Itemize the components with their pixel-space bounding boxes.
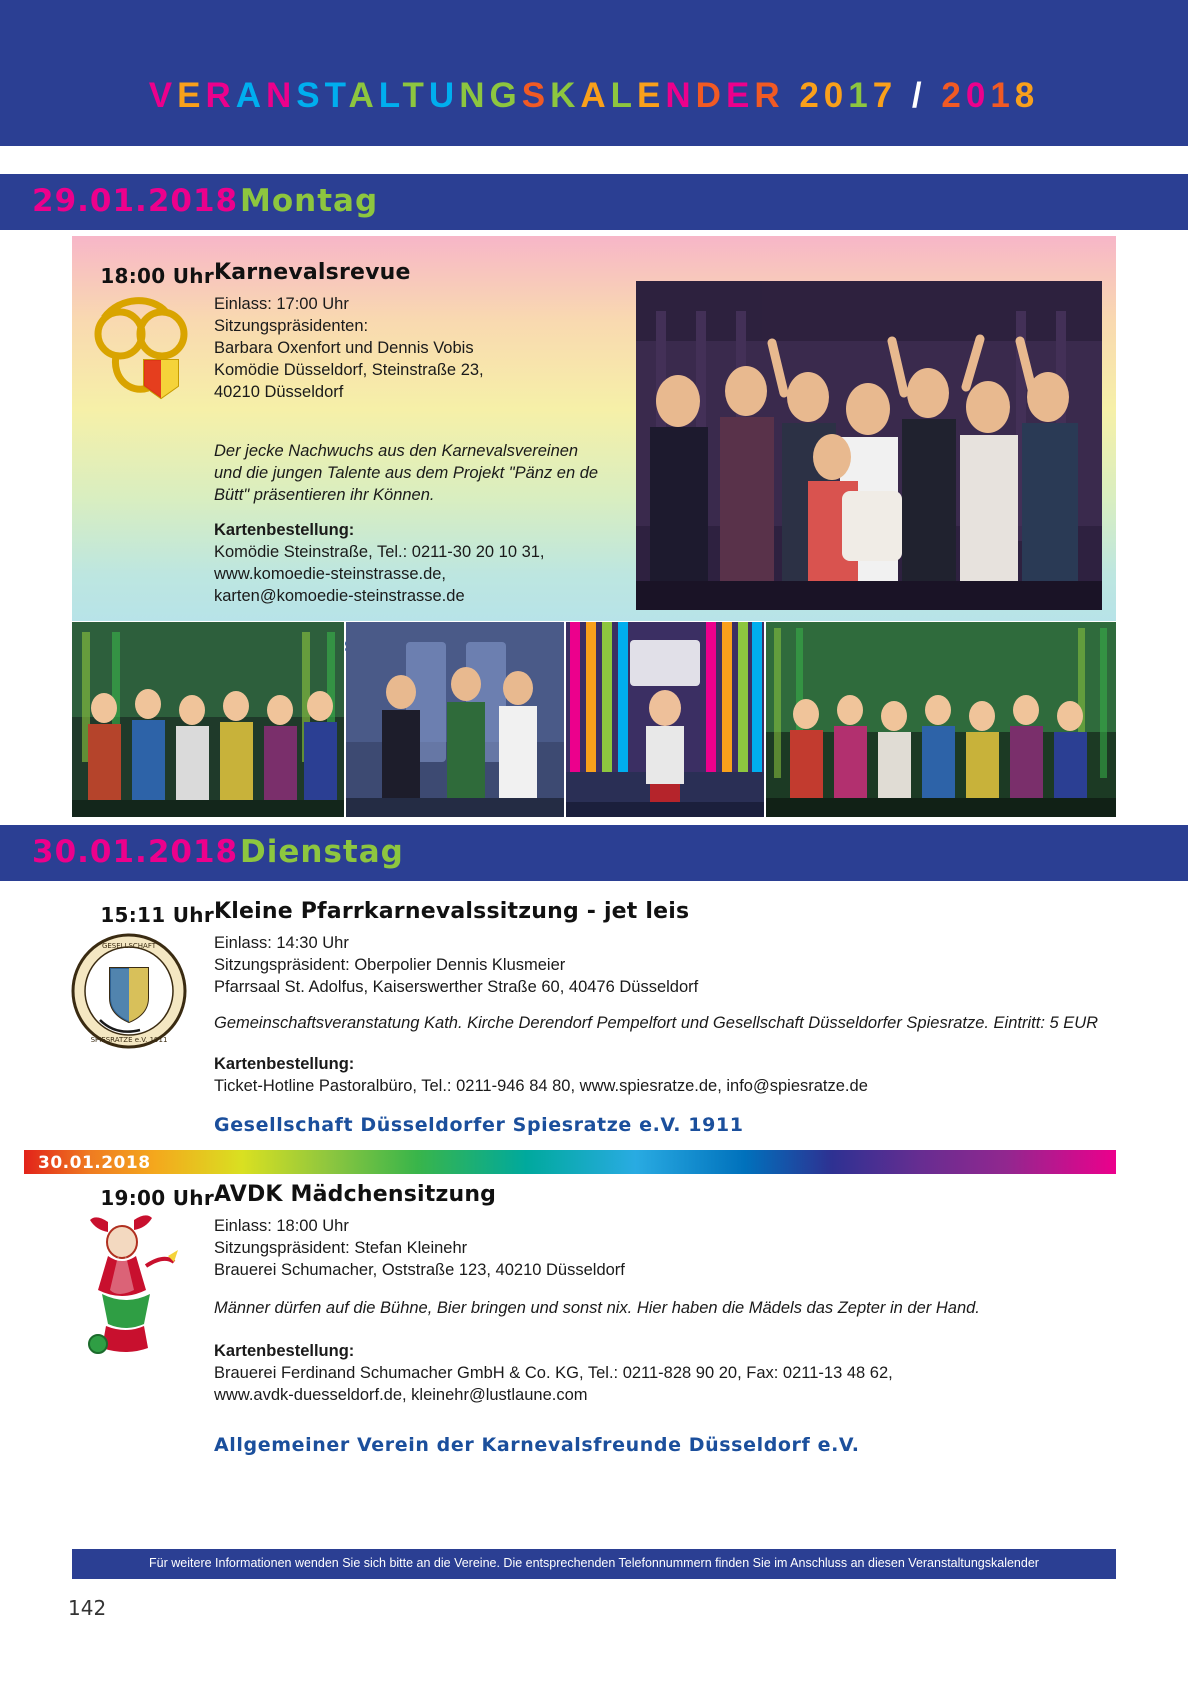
event-description: Der jecke Nachwuchs aus den Karnevalsvereinen und die jungen Talente aus dem Projekt "Pänz en de Bütt" präsentieren ihr Können. <box>214 442 599 504</box>
event-detail-line: Komödie Düsseldorf, Steinstraße 23, <box>214 361 484 379</box>
event-detail-line: Sitzungspräsident: Stefan Kleinehr <box>214 1239 468 1257</box>
event-detail-line: Brauerei Schumacher, Oststraße 123, 40210 Düsseldorf <box>214 1261 625 1279</box>
event-time: 18:00 Uhr <box>100 264 214 288</box>
full-ensemble-photo <box>766 622 1116 817</box>
two-performers-photo <box>346 622 564 817</box>
svg-text:GESELLSCHAFT: GESELLSCHAFT <box>101 942 157 950</box>
event-detail-line: Sitzungspräsident: Oberpolier Dennis Klusmeier <box>214 956 566 974</box>
event-detail-line: Barbara Oxenfort und Dennis Vobis <box>214 339 474 357</box>
day-date: 29.01.2018 <box>32 183 239 219</box>
solo-performer-photo <box>566 622 764 817</box>
day-header-30-01-2018 <box>0 825 1188 881</box>
stage-ensemble-photo <box>72 622 344 817</box>
day-weekday: Dienstag <box>240 834 404 870</box>
ticket-line: Brauerei Ferdinand Schumacher GmbH & Co. KG, Tel.: 0211-828 90 20, Fax: 0211-13 48 62, <box>214 1364 893 1382</box>
event-detail-line: Pfarrsaal St. Adolfus, Kaiserswerther Straße 60, 40476 Düsseldorf <box>214 978 699 996</box>
event-detail-line: Einlass: 14:30 Uhr <box>214 934 349 952</box>
ticket-label: Kartenbestellung: <box>214 1055 355 1073</box>
event-title: Karnevalsrevue <box>214 260 411 285</box>
event-detail-line: Einlass: 17:00 Uhr <box>214 295 349 313</box>
event-description: Männer dürfen auf die Bühne, Bier bringen und sonst nix. Hier haben die Mädels das Zepter in der Hand. <box>214 1299 980 1317</box>
event-club-name: Gesellschaft Düsseldorfer Spiesratze e.V. 1911 <box>214 1114 744 1136</box>
day-header-29-01-2018 <box>0 174 1188 230</box>
event-detail-line: Einlass: 18:00 Uhr <box>214 1217 349 1235</box>
divider-date-label: 30.01.2018 <box>38 1153 151 1173</box>
ticket-line: Ticket-Hotline Pastoralbüro, Tel.: 0211-946 84 80, www.spiesratze.de, info@spiesratze.de <box>214 1077 868 1095</box>
event-detail-line: 40210 Düsseldorf <box>214 383 344 401</box>
ticket-label: Kartenbestellung: <box>214 1342 355 1360</box>
event-time: 19:00 Uhr <box>100 1186 214 1210</box>
ticket-line: karten@komoedie-steinstrasse.de <box>214 587 465 605</box>
event-description: Gemeinschaftsveranstatung Kath. Kirche Derendorf Pempelfort und Gesellschaft Düsseldorfer Spiesratze. Eintritt: 5 EUR <box>214 1014 1099 1032</box>
footer-note: Für weitere Informationen wenden Sie sich bitte an die Vereine. Die entsprechenden Telefonnummern finden Sie im Anschluss an diesen Veranstaltungskalender <box>149 1556 1039 1570</box>
ccd-horn-emblem <box>86 282 196 402</box>
event-title: Kleine Pfarrkarnevalssitzung - jet leis <box>214 899 690 924</box>
page-header-banner <box>0 0 1188 146</box>
event-title: AVDK Mädchensitzung <box>214 1182 497 1207</box>
ticket-line: Komödie Steinstraße, Tel.: 0211-30 20 10 31, <box>214 543 545 561</box>
ticket-line: www.avdk-duesseldorf.de, kleinehr@lustlaune.com <box>214 1386 588 1404</box>
event-detail-line: Sitzungspräsidenten: <box>214 317 369 335</box>
ticket-label: Kartenbestellung: <box>214 521 355 539</box>
date-divider-bar <box>24 1150 1116 1174</box>
day-weekday: Montag <box>240 183 379 219</box>
footer-note-bar <box>72 1549 1116 1579</box>
event-time: 15:11 Uhr <box>100 903 214 927</box>
ticket-line: www.komoedie-steinstrasse.de, <box>214 565 447 583</box>
page-title: VERANSTALTUNGSKALENDER 2017 / 2018 <box>148 76 1040 115</box>
avdk-jester-emblem <box>72 1208 188 1358</box>
event-club-name: Allgemeiner Verein der Karnevalsfreunde Düsseldorf e.V. <box>214 1434 860 1456</box>
spiesratze-round-emblem <box>70 932 188 1050</box>
svg-text:SPIESRATZE e.V. 1911: SPIESRATZE e.V. 1911 <box>90 1036 168 1044</box>
page-number: 142 <box>68 1596 107 1620</box>
group-on-stage-photo <box>636 281 1102 610</box>
day-date: 30.01.2018 <box>32 834 239 870</box>
